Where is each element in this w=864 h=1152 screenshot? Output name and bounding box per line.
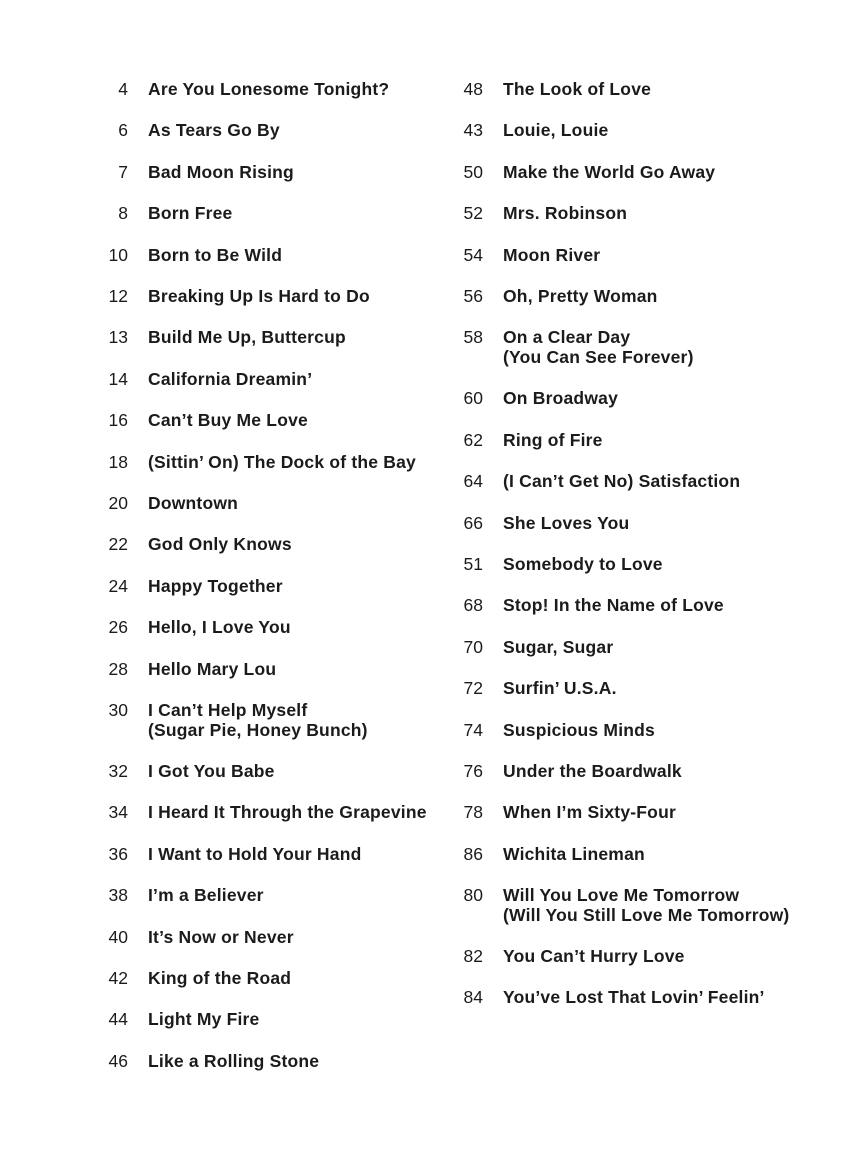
toc-entry [455,988,765,1008]
toc-page-number: 78 [463,802,483,823]
toc-page-number: 24 [108,575,128,596]
toc-entry [455,287,658,307]
toc-song-title: On Broadway [503,388,619,409]
toc-entry [100,494,238,514]
toc-page-number: 51 [463,553,483,574]
toc-page-number: 12 [108,286,128,306]
toc-song-title: Ring of Fire [503,429,603,450]
toc-song-title: Will You Love Me Tomorrow (Will You Still Love Me Tomorrow) [503,885,790,925]
toc-entry [100,969,291,989]
toc-page-number: 60 [463,388,483,409]
toc-entry [455,204,627,224]
toc-entry [100,803,427,823]
toc-song-title: (Sittin’ On) The Dock of the Bay [148,451,416,472]
toc-page-number: 50 [463,161,483,182]
toc-page-number: 44 [108,1009,128,1030]
toc-page-number: 56 [463,286,483,306]
toc-page-number: 34 [108,802,128,823]
toc-entry [100,618,291,638]
toc-entry [100,246,282,266]
toc-page-number: 22 [108,534,128,555]
toc-song-title: She Loves You [503,512,630,533]
toc-entry [100,660,276,680]
toc-entry [455,514,629,534]
toc-song-title: I Got You Babe [148,760,275,781]
toc-song-title: Moon River [503,244,601,265]
toc-song-title: (I Can’t Get No) Satisfaction [503,471,741,492]
toc-page-number: 72 [463,678,483,699]
toc-page-number: 82 [463,946,483,966]
toc-page-number: 26 [108,617,128,638]
toc-song-title: Downtown [148,493,239,513]
toc-song-title: Are You Lonesome Tonight? [148,79,390,99]
toc-page-number: 28 [108,658,128,679]
toc-song-title: Under the Boardwalk [503,760,682,781]
toc-entry [455,80,651,100]
toc-page-number: 42 [108,967,128,988]
toc-entry [100,204,232,224]
toc-page-number: 64 [463,471,483,492]
toc-song-title: Sugar, Sugar [503,636,614,657]
toc-page-number: 84 [463,987,483,1008]
toc-page-number: 18 [108,451,128,472]
toc-song-title: Mrs. Robinson [503,203,628,224]
toc-entry [455,679,617,699]
toc-song-title: I Want to Hold Your Hand [148,843,362,864]
toc-song-title: I Can’t Help Myself (Sugar Pie, Honey Bunch) [148,700,368,740]
toc-page-number: 4 [118,79,128,99]
toc-entry [455,389,618,409]
toc-entry [100,701,368,740]
toc-song-title: Stop! In the Name of Love [503,595,724,616]
toc-entry [100,535,292,555]
toc-song-title: You Can’t Hurry Love [503,946,685,966]
toc-page-number: 36 [108,843,128,864]
toc-entry [100,328,346,348]
toc-song-title: Louie, Louie [503,120,609,141]
toc-entry [455,121,608,141]
toc-song-title: Like a Rolling Stone [148,1050,320,1071]
toc-page-number: 16 [108,410,128,431]
toc-song-title: Can’t Buy Me Love [148,410,308,431]
toc-entry [455,638,613,658]
toc-page-number: 68 [463,595,483,616]
toc-page-number: 8 [118,203,128,224]
toc-entry [100,845,361,865]
toc-page-number: 14 [108,368,128,389]
toc-entry [100,287,370,307]
toc-entry [100,1052,319,1072]
toc-page-number: 70 [463,636,483,657]
toc-page-number: 40 [108,926,128,947]
toc-entry [100,370,312,390]
toc-entry [100,121,280,141]
toc-song-title: God Only Knows [148,534,292,555]
toc-entry [455,596,724,616]
toc-song-title: Hello, I Love You [148,617,291,638]
toc-page-number: 46 [108,1050,128,1071]
toc-entry [455,803,676,823]
toc-page-number: 20 [108,493,128,513]
toc-entry [100,928,294,948]
toc-page-number: 6 [118,120,128,141]
toc-song-title: Somebody to Love [503,553,663,574]
toc-page-number: 38 [108,885,128,906]
toc-song-title: Wichita Lineman [503,843,645,864]
toc-page-number: 66 [463,512,483,533]
toc-entry [455,163,715,183]
toc-song-title: Breaking Up Is Hard to Do [148,286,370,306]
toc-page-number: 48 [463,79,483,99]
toc-entry [100,886,264,906]
toc-entry [455,947,685,967]
toc-song-title: Hello Mary Lou [148,658,277,679]
toc-entry [100,762,275,782]
toc-page-number: 7 [118,161,128,182]
toc-entry [455,555,663,575]
toc-entry [455,431,603,451]
toc-entry [455,246,600,266]
toc-entry [100,453,416,473]
toc-song-title: Oh, Pretty Woman [503,286,658,306]
toc-page-number: 76 [463,760,483,781]
toc-page-number: 13 [108,327,128,348]
toc-song-title: Born to Be Wild [148,244,283,265]
toc-entry [455,721,655,741]
toc-song-title: It’s Now or Never [148,926,294,947]
toc-page-number: 74 [463,719,483,740]
toc-song-title: King of the Road [148,967,292,988]
toc-entry [455,472,740,492]
toc-page-number: 62 [463,429,483,450]
toc-song-title: Suspicious Minds [503,719,655,740]
toc-page-number: 80 [463,885,483,906]
toc-song-title: I Heard It Through the Grapevine [148,802,427,823]
toc-song-title: When I’m Sixty-Four [503,802,676,823]
toc-entry [455,845,645,865]
toc-page-number: 58 [463,327,483,348]
toc-entry [100,1010,260,1030]
toc-song-title: Light My Fire [148,1009,260,1030]
toc-song-title: Surfin’ U.S.A. [503,678,617,699]
toc-entry [100,577,283,597]
toc-song-title: Bad Moon Rising [148,161,294,182]
toc-page-number: 30 [108,700,128,720]
toc-song-title: Build Me Up, Buttercup [148,327,346,348]
toc-page-number: 54 [463,244,483,265]
toc-entry [455,328,694,367]
toc-song-title: On a Clear Day (You Can See Forever) [503,327,694,367]
toc-song-title: California Dreamin’ [148,368,313,389]
toc-page-number: 86 [463,843,483,864]
toc-song-title: As Tears Go By [148,120,280,141]
toc-page-number: 43 [463,120,483,141]
toc-entry [455,886,789,925]
toc-song-title: You’ve Lost That Lovin’ Feelin’ [503,987,765,1008]
toc-entry [100,80,389,100]
toc-song-title: The Look of Love [503,79,652,99]
toc-song-title: Born Free [148,203,233,224]
toc-entry [100,411,308,431]
toc-song-title: Happy Together [148,575,283,596]
toc-entry [455,762,682,782]
toc-page-number: 10 [108,244,128,265]
toc-page-number: 52 [463,203,483,224]
toc-song-title: Make the World Go Away [503,161,716,182]
toc-page-number: 32 [108,760,128,781]
toc-entry [100,163,294,183]
toc-song-title: I’m a Believer [148,885,264,906]
